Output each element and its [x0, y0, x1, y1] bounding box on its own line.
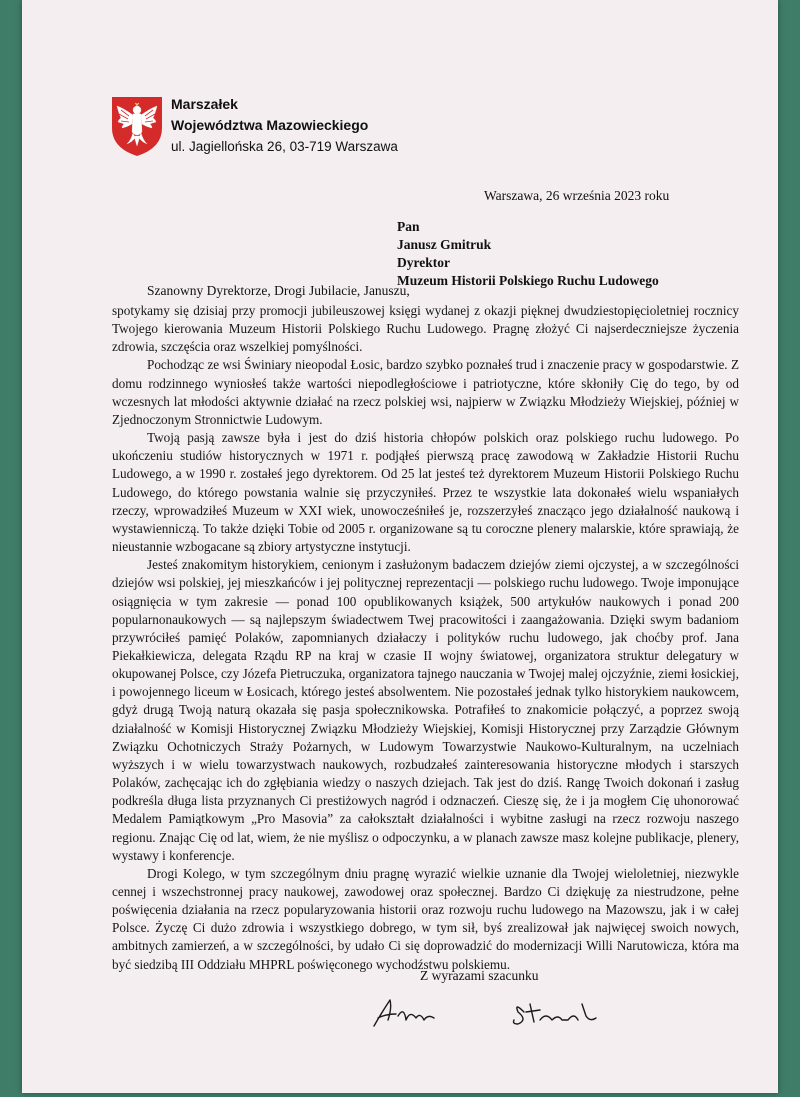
paragraph: Drogi Kolego, w tym szczególnym dniu pragnę wyrazić wielkie uznanie dla Twojej wieloletniej, niezwykle cennej i wszechstronnej pracy naukowej, zawodowej oraz społecznej. Bardzo Ci dziękuję za niestrudzone, pełne poświęcenia działania na rzecz popularyzowania historii oraz rozwoju ruchu ludowego na Mazowszu, jak i w całej Polsce. Życzę Ci dużo zdrowia i wszystkiego dobrego, w tym sił, byś zrealizował jak najwięcej swoich nowych, ambitnych zamierzeń, a w szczególności, by udało Ci się doprowadzić do modernizacji Willi Narutowicza, która ma być siedzibą III Oddziału MHPRL poświęconego wychodźstwu polskiemu. — [112, 865, 739, 972]
place-date: Warszawa, 26 września 2023 roku — [484, 188, 670, 203]
letter-body — [112, 302, 739, 974]
recipient-block — [397, 218, 659, 290]
white-eagle-crest-icon — [109, 94, 165, 158]
paragraph: Jesteś znakomitym historykiem, cenionym i zasłużonym badaczem dziejów ziemi ojczystej, a w szczególności dziejów wsi polskiej, jej mieszkańców i jej politycznej reprezentacji — polskiego ruchu ludowego. Twoje imponujące osiągnięcia w tym zakresie — ponad 100 opublikowanych książek, 500 artykułów naukowych i ponad 200 popularnonaukowych — są najlepszym świadectwem Twej pracowitości i zaangażowania. Dzięki swym badaniom przywróciłeś pamięć Polaków, zapomnianych działaczy i polityków ruchu ludowego, jak choćby prof. Jana Piekałkiewicza, delegata Rządu RP na kraj w czasie II wojny światowej, organizatora struktur delegatury w okupowanej Polsce, czy Józefa Pietruczuka, organizatora tajnego nauczania w Twojej malej ojczyźnie, ziemi łosickiej, i powojennego liceum w Łosicach, którego jesteś absolwentem. Nie pozostałeś jednak tylko historykiem naukowcem, gdyż drugą Twoją naturą okazała się pasja społecznikowska. Potrafiłeś to znakomicie połączyć, a poprzez swoją działalność w Komisji Historycznej Związku Młodzieży Wiejskiej, Komisji Historycznej przy Zarządzie Głównym Związku Ochotniczych Straży Pożarnych, w Ludowym Towarzystwie Naukowo-Kulturalnym, na uczelniach wyższych i w wielu towarzystwach naukowych, rozbudzałeś zainteresowania historyczne młodych i starszych Polaków, zachęcając ich do zgłębiania wiedzy o naszych dziejach. Tak jest do dziś. Rangę Twoich dokonań i zasług podkreśla długa lista przyznanych Ci prestiżowych nagród i odznaczeń. Cieszę się, że i ja mogłem Cię uhonorować Medalem Pamiątkowym „Pro Masovia” za całokształt działalności i wybitne zasługi na rzecz rozwoju naszego regionu. Znając Cię od lat, wiem, że nie myślisz o odpoczynku, a w planach zawsze masz kolejne publikacje, plenery, wystawy i konferencje. — [112, 557, 739, 863]
paragraph: Pochodząc ze wsi Świniary nieopodal Łosic, bardzo szybko poznałeś trud i znaczenie pracy w gospodarstwie. Z domu rodzinnego wyniosłeś także wartości niepodległościowe i patriotyczne, które skłoniły Cię do tego, by od wczesnych lat młodości aktywnie działać na rzecz polskiej wsi, najpierw w Związku Młodzieży Wiejskiej, później w Zjednoczonym Stronnictwie Ludowym. — [112, 357, 739, 427]
recipient-name: Janusz Gmitruk — [397, 237, 492, 252]
letterhead-text — [171, 94, 398, 157]
closing: Z wyrazami szacunku — [420, 968, 539, 983]
letterhead-subtitle: Województwa Mazowieckiego — [171, 117, 369, 133]
letter-page — [22, 0, 778, 1093]
recipient-title: Dyrektor — [397, 255, 450, 270]
letterhead-title: Marszałek — [171, 96, 238, 112]
paragraph: spotykamy się dzisiaj przy promocji jubileuszowej księgi wydanej z okazji pięknej dwudziestopięcioletniej rocznicy Twojego kierowania Muzeum Historii Polskiego Ruchu Ludowego. Pragnę złożyć Ci najserdeczniejsze życzenia zdrowia, szczęścia oraz wszelkiej pomyślności. — [112, 303, 739, 355]
letterhead — [109, 94, 398, 158]
paragraph: Twoją pasją zawsze była i jest do dziś historia chłopów polskich oraz polskiego ruchu ludowego. Po ukończeniu studiów historycznych w 1971 r. podjąłeś pierwszą pracę zawodową w Zakładzie Historii Ruchu Ludowego, a w 1990 r. zostałeś jego dyrektorem. Od 25 lat jesteś też dyrektorem Muzeum Historii Polskiego Ruchu Ludowego, do którego powstania walnie się przyczyniłeś. Przez te wszystkie lata dokonałeś wielu wspaniałych rzeczy, wprowadziłeś Muzeum w XXI wiek, unowocześniłeś je, rozszerzyłeś znacząco jego działalność naukową i wystawienniczą. To także dzięki Tobie od 2005 r. organizowane są tu coroczne plenery malarskie, które sprawiają, że nieustannie wzbogacane są zbiory artystyczne instytucji. — [112, 430, 739, 555]
recipient-institution: Muzeum Historii Polskiego Ruchu Ludowego — [397, 273, 659, 288]
recipient-honorific: Pan — [397, 219, 420, 234]
salutation: Szanowny Dyrektorze, Drogi Jubilacie, Januszu, — [147, 283, 410, 298]
letterhead-address: ul. Jagiellońska 26, 03-719 Warszawa — [171, 139, 398, 154]
signature — [368, 990, 608, 1032]
